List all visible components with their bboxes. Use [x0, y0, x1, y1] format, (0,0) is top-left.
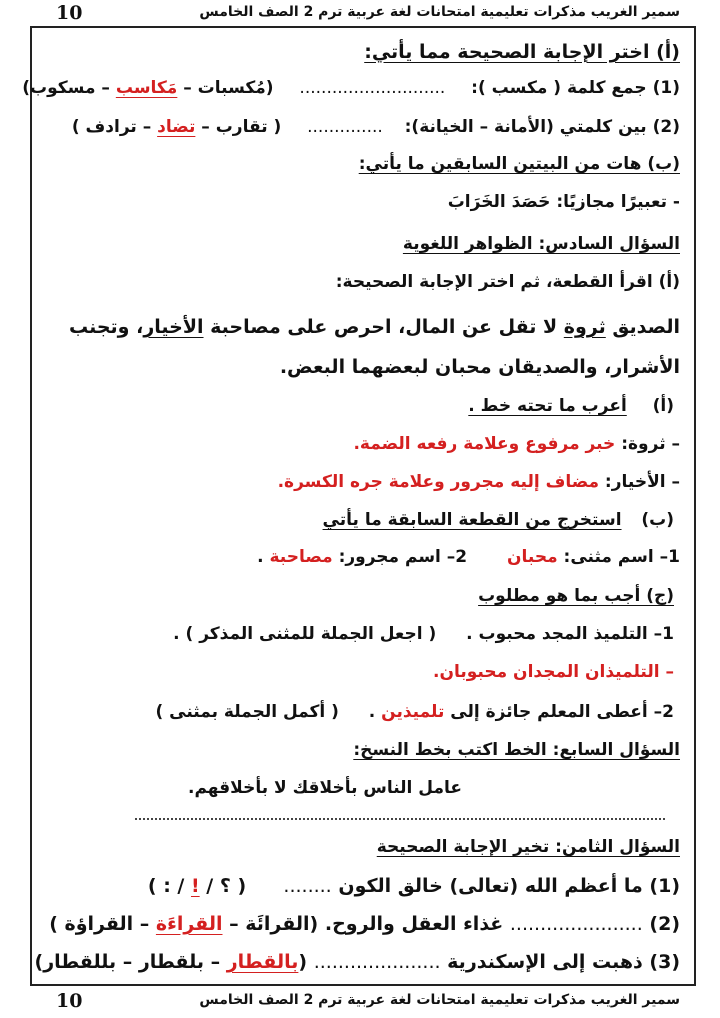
mcq-1 — [148, 874, 680, 898]
footer-title: سمير الغريب مذكرات تعليمية امتحانات لغة عربية ترم 2 الصف الخامس — [199, 992, 680, 1008]
q7-text: عامل الناس بأخلاقك لا بأخلاقهم. — [188, 778, 462, 798]
mcq-3-answer: بالقطار — [226, 951, 299, 973]
mcq-3 — [35, 950, 680, 974]
passage-underlined-2: الأخيار — [143, 316, 204, 338]
q1-choices-close: – مسكوب) — [22, 78, 116, 98]
mcq-1-dots: ........ — [283, 875, 332, 897]
q6-heading: السؤال السادس: الظواهر اللغوية — [402, 234, 680, 254]
q2-answer: تضاد — [157, 117, 196, 137]
mcq-3-open: ( — [298, 951, 308, 973]
q1-choices-open: (مُكسبات – — [177, 78, 274, 98]
part-b — [323, 508, 674, 532]
c1-answer-text: التلميذان المجدان محبوبان. — [433, 662, 660, 682]
q2-dots: .............. — [307, 117, 383, 137]
c2-line — [155, 700, 674, 724]
q1-prompt: (1) جمع كلمة ( مكسب ): — [471, 78, 680, 98]
c1-line — [173, 622, 674, 646]
passage-underlined-1: ثروة — [563, 316, 606, 338]
mcq-3-dots: ..................... — [313, 951, 441, 973]
q6-instruction: (أ) اقرأ القطعة، ثم اختر الإجابة الصحيحة: — [335, 272, 680, 292]
part-c-title: (ج) أجب بما هو مطلوب — [478, 586, 674, 606]
q2-choices-open: ( تقارب – — [195, 117, 282, 137]
handwriting-line — [135, 818, 665, 820]
section-a-heading: (أ) اختر الإجابة الصحيحة مما يأتي: — [364, 41, 680, 63]
extract-line — [257, 545, 680, 569]
extract-label-2: 2– اسم مجرور: — [332, 547, 468, 567]
part-b-label: (ب) — [641, 510, 674, 530]
part-a-label: (أ) — [652, 396, 674, 416]
section-b-heading: (ب) هات من البيتين السابقين ما يأتي: — [358, 154, 680, 174]
c2-dot: . — [368, 702, 382, 722]
c1-question: 1– التلميذ المجد محبوب — [478, 624, 674, 644]
header-title: سمير الغريب مذكرات تعليمية امتحانات لغة عربية ترم 2 الصف الخامس — [199, 4, 680, 20]
mcq-1-text: (1) ما أعظم الله (تعالى) خالق الكون — [331, 875, 680, 897]
c2-task: ( أكمل الجملة بمثنى ) — [155, 702, 339, 722]
mcq-1-open: ( ؟ / — [199, 875, 247, 897]
q8-heading: السؤال الثامن: تخير الإجابة الصحيحة — [376, 837, 680, 857]
extract-end: . — [257, 547, 270, 567]
mcq-2-close: – القراؤة ) — [49, 913, 156, 935]
c1-dot: . — [466, 624, 479, 644]
mcq-1-answer: ! — [190, 875, 200, 897]
mcq-2 — [49, 912, 680, 936]
page-number: 10 — [56, 2, 83, 24]
mcq-1-close: / : ) — [147, 875, 191, 897]
answer-2-label: – الأخيار: — [599, 472, 680, 492]
passage-part-c: ، وتجنب — [68, 316, 144, 338]
mcq-2-dots: ...................... — [509, 913, 643, 935]
answer-2-text: مضاف إليه مجرور وعلامة جره الكسرة. — [277, 472, 600, 492]
passage-line-2: الأشرار، والصديقان محبان لبعضهما البعض. — [279, 356, 680, 378]
passage-line-1 — [69, 315, 680, 339]
c2-answer: تلميذين — [381, 702, 445, 722]
mcq-2-text: غذاء العقل والروح. — [324, 913, 510, 935]
mcq-3-text: (3) ذهبت إلى الإسكندرية — [440, 951, 680, 973]
page-header — [0, 2, 720, 28]
part-a-title: أعرب ما تحته خط . — [468, 396, 627, 416]
part-a — [468, 394, 674, 418]
passage-part-a: الصديق — [605, 316, 680, 338]
passage-part-b: لا تقل عن المال، احرص على مصاحبة — [203, 316, 564, 338]
extract-answer-1: محبان — [506, 547, 558, 567]
footer-page-number: 10 — [56, 990, 83, 1012]
part-b-title: استخرج من القطعة السابقة ما يأتي — [322, 510, 622, 530]
question-1 — [22, 76, 680, 100]
c1-answer — [433, 660, 674, 684]
answer-1 — [353, 432, 680, 456]
extract-label-1: 1– اسم مثنى: — [557, 547, 680, 567]
question-2 — [72, 115, 680, 139]
q1-dots: ........................... — [299, 78, 446, 98]
answer-1-text: خبر مرفوع وعلامة رفعه الضمة. — [353, 434, 616, 454]
q7-heading: السؤال السابع: الخط اكتب بخط النسخ: — [353, 740, 680, 760]
c1-answer-dash: – — [659, 662, 674, 682]
answer-1-label: – ثروة: — [615, 434, 680, 454]
q1-answer: مَكاسب — [115, 78, 178, 98]
q2-choices-close: – ترادف ) — [71, 117, 158, 137]
mcq-3-close: – بلقطار – بللقطار) — [34, 951, 227, 973]
mcq-2-num: (2) — [642, 913, 680, 935]
mcq-2-open: (القرائَة – — [222, 913, 319, 935]
extract-answer-2: مصاحبة — [269, 547, 333, 567]
section-b-item: - تعبيرًا مجازيًا: حَصَدَ الخَرَابَ — [447, 192, 680, 212]
mcq-2-answer: القراءَة — [155, 913, 223, 935]
q2-prompt: (2) بين كلمتي (الأمانة – الخيانة): — [404, 117, 680, 137]
c1-task: ( اجعل الجملة للمثنى المذكر ) . — [173, 624, 437, 644]
answer-2 — [278, 470, 680, 494]
c2-question: 2– أعطى المعلم جائزة إلى — [444, 702, 674, 722]
page-footer — [0, 990, 720, 1016]
